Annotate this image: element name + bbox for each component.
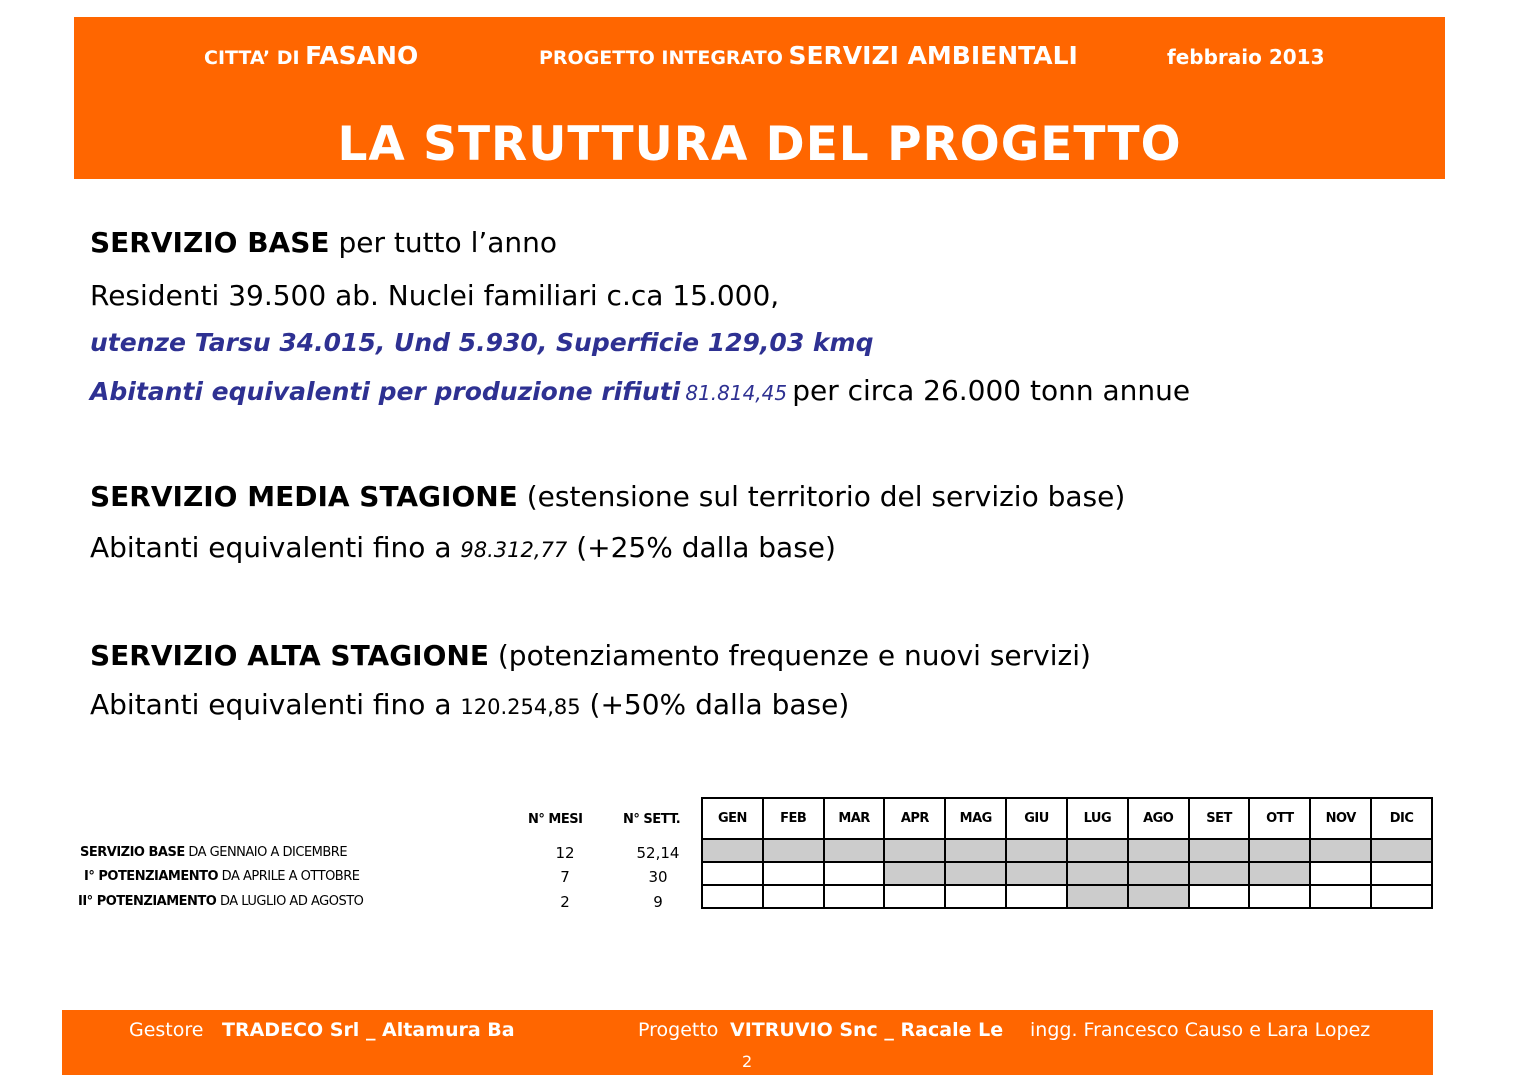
base-heading-rest: per tutto l’anno	[338, 226, 558, 259]
schedule-row-label-pot1	[84, 869, 359, 884]
project-label	[539, 41, 1078, 70]
month-cell-apr	[884, 862, 945, 885]
project-prefix: PROGETTO INTEGRATO	[539, 47, 783, 69]
footer-progetto-name: VITRUVIO Snc _ Racale Le	[730, 1019, 1004, 1041]
media-value: 98.312,77	[460, 538, 568, 562]
page-title: LA STRUTTURA DEL PROGETTO	[337, 117, 1182, 172]
base-heading-line	[90, 226, 557, 259]
city-name: FASANO	[305, 41, 419, 70]
schedule-row-label-base	[80, 845, 347, 860]
month-cell-feb	[763, 839, 824, 862]
alta-value: 120.254,85	[460, 695, 581, 719]
base-residents: Residenti 39.500 ab. Nuclei familiari c.ca 15.000,	[90, 279, 780, 312]
month-cell-dic	[1371, 885, 1432, 908]
month-cell-giu	[1006, 839, 1067, 862]
month-cell-apr	[884, 885, 945, 908]
month-cell-lug	[1067, 885, 1128, 908]
month-header: AGO	[1128, 798, 1189, 839]
alta-heading-rest: (potenziamento frequenze e nuovi servizi)	[497, 639, 1091, 672]
month-cell-feb	[763, 885, 824, 908]
month-header: MAR	[824, 798, 885, 839]
month-cell-mag	[945, 885, 1006, 908]
month-header: OTT	[1249, 798, 1310, 839]
month-cell-giu	[1006, 885, 1067, 908]
row-name: SERVIZIO BASE	[80, 845, 185, 860]
month-cell-set	[1189, 862, 1250, 885]
month-cell-ago	[1128, 839, 1189, 862]
month-header: DIC	[1371, 798, 1432, 839]
month-header: FEB	[763, 798, 824, 839]
month-cell-feb	[763, 862, 824, 885]
month-cell-lug	[1067, 862, 1128, 885]
months-header-row	[702, 798, 1432, 839]
col-head-sett: N° SETT.	[623, 812, 681, 827]
media-heading-line	[90, 480, 1125, 513]
footer-gestore-name: TRADECO Srl _ Altamura Ba	[222, 1019, 515, 1041]
month-cell-apr	[884, 839, 945, 862]
month-cell-ago	[1128, 885, 1189, 908]
footer-gestore-label: Gestore	[129, 1019, 204, 1041]
month-cell-mar	[824, 862, 885, 885]
city-prefix: CITTA’ DI	[204, 47, 300, 69]
media-heading-rest: (estensione sul territorio del servizio base)	[526, 480, 1126, 513]
base-heading: SERVIZIO BASE	[90, 226, 330, 259]
month-header: GIU	[1006, 798, 1067, 839]
footer-progetto-label: Progetto	[638, 1019, 719, 1041]
month-cell-giu	[1006, 862, 1067, 885]
header-banner	[74, 17, 1445, 179]
months-table	[701, 797, 1433, 909]
base-abitanti-rest: per circa 26.000 tonn annue	[792, 374, 1191, 407]
media-abitanti-line	[90, 531, 836, 564]
row-mesi: 2	[560, 893, 570, 911]
alta-line-suffix: (+50% dalla base)	[589, 688, 850, 721]
month-header: LUG	[1067, 798, 1128, 839]
media-line-suffix: (+25% dalla base)	[576, 531, 836, 564]
month-cell-lug	[1067, 839, 1128, 862]
row-sett: 9	[653, 893, 663, 911]
media-heading: SERVIZIO MEDIA STAGIONE	[90, 480, 518, 513]
header-date: febbraio 2013	[1167, 45, 1325, 69]
month-cell-gen	[702, 862, 763, 885]
media-line-prefix: Abitanti equivalenti fino a	[90, 531, 452, 564]
month-cell-gen	[702, 839, 763, 862]
month-header: GEN	[702, 798, 763, 839]
month-cell-mag	[945, 862, 1006, 885]
row-name: II° POTENZIAMENTO	[78, 894, 217, 909]
month-cell-nov	[1310, 839, 1371, 862]
alta-heading-line	[90, 639, 1091, 672]
base-abitanti-line	[90, 374, 1190, 407]
month-cell-nov	[1310, 885, 1371, 908]
month-header: SET	[1189, 798, 1250, 839]
schedule-row-label-pot2	[78, 894, 363, 909]
month-cell-nov	[1310, 862, 1371, 885]
month-cell-ott	[1249, 839, 1310, 862]
row-sett: 30	[648, 868, 668, 886]
month-header: NOV	[1310, 798, 1371, 839]
month-cell-set	[1189, 885, 1250, 908]
alta-heading: SERVIZIO ALTA STAGIONE	[90, 639, 489, 672]
schedule-row	[702, 862, 1432, 885]
month-cell-gen	[702, 885, 763, 908]
project-name: SERVIZI AMBIENTALI	[788, 41, 1078, 70]
footer-banner	[62, 1010, 1433, 1075]
row-mesi: 7	[560, 868, 570, 886]
page-number: 2	[742, 1052, 753, 1071]
month-cell-dic	[1371, 862, 1432, 885]
row-desc: DA LUGLIO AD AGOSTO	[220, 894, 364, 909]
month-cell-mar	[824, 839, 885, 862]
col-head-mesi: N° MESI	[528, 812, 583, 827]
month-cell-ott	[1249, 885, 1310, 908]
footer-engineers: ingg. Francesco Causo e Lara Lopez	[1030, 1019, 1371, 1041]
month-cell-ago	[1128, 862, 1189, 885]
alta-abitanti-line	[90, 688, 849, 721]
city-label	[204, 41, 418, 70]
schedule-row	[702, 885, 1432, 908]
month-header: APR	[884, 798, 945, 839]
month-cell-mar	[824, 885, 885, 908]
row-mesi: 12	[555, 844, 575, 862]
month-cell-dic	[1371, 839, 1432, 862]
month-header: MAG	[945, 798, 1006, 839]
base-abitanti-value: 81.814,45	[685, 381, 788, 405]
schedule-row	[702, 839, 1432, 862]
base-utenze: utenze Tarsu 34.015, Und 5.930, Superficie 129,03 kmq	[90, 328, 874, 357]
month-cell-ott	[1249, 862, 1310, 885]
month-cell-mag	[945, 839, 1006, 862]
row-sett: 52,14	[636, 844, 680, 862]
row-name: I° POTENZIAMENTO	[84, 869, 219, 884]
alta-line-prefix: Abitanti equivalenti fino a	[90, 688, 452, 721]
row-desc: DA APRILE A OTTOBRE	[221, 869, 360, 884]
months-body	[702, 839, 1432, 908]
month-cell-set	[1189, 839, 1250, 862]
base-abitanti-label: Abitanti equivalenti per produzione rifiuti	[90, 377, 681, 406]
row-desc: DA GENNAIO A DICEMBRE	[188, 845, 348, 860]
